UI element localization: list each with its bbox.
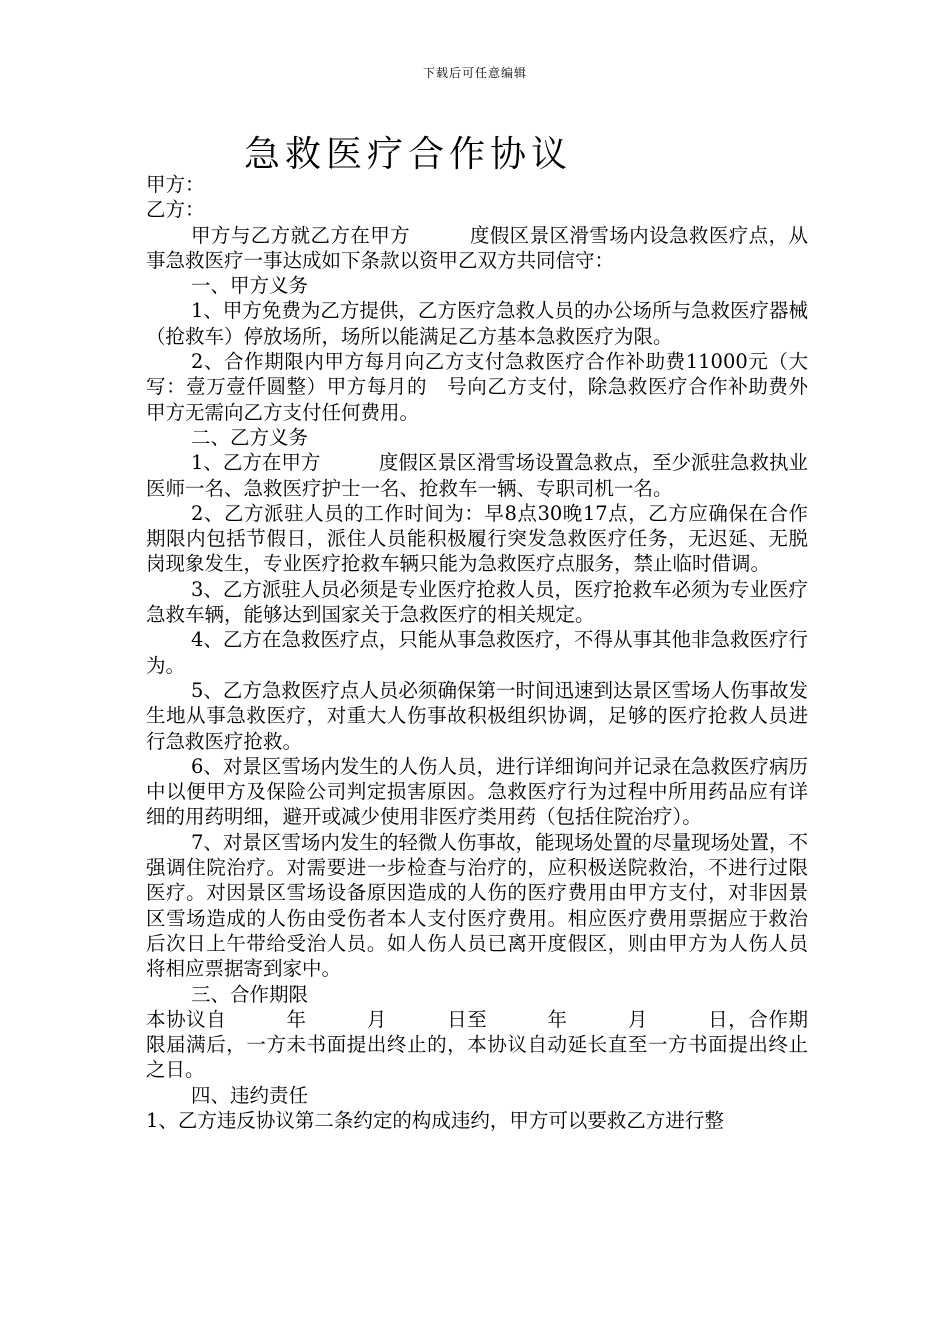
header-note: 下载后可任意编辑 (422, 66, 527, 80)
document-body (146, 172, 808, 1133)
paragraph: 甲方与乙方就乙方在甲方 度假区景区滑雪场内设急救医疗点，从事急救医疗一事达成如下条款以资甲乙双方共同信守： (146, 223, 808, 272)
paragraph: 6、对景区雪场内发生的人伤人员，进行详细询问并记录在急救医疗病历中以便甲方及保险公司判定损害原因。急救医疗行为过程中所用药品应有详细的用药明细，避开或减少使用非医疗类用药（包括住院治疗）。 (146, 754, 808, 829)
paragraph: 二、乙方义务 (191, 425, 309, 449)
paragraph: 1、甲方免费为乙方提供，乙方医疗急救人员的办公场所与急救医疗器械（抢救车）停放场所，场所以能满足乙方基本急救医疗为限。 (146, 299, 808, 348)
document-title: 急救医疗合作协议 (244, 134, 573, 175)
paragraph: 7、对景区雪场内发生的轻微人伤事故，能现场处置的尽量现场处置，不强调住院治疗。对需要进一步检查与治疗的，应积极送院救治，不进行过限医疗。对因景区雪场设备原因造成的人伤的医疗费用由甲方支付，对非因景区雪场造成的人伤由受伤者本人支付医疗费用。相应医疗费用票据应于救治后次日上午带给受治人员。如人伤人员已离开度假区，则由甲方为人伤人员将相应票据寄到家中。 (146, 830, 808, 981)
paragraph: 本协议自 年 月 日至 年 月 日，合作期限届满后，一方未书面提出终止的，本协议自动延长直至一方书面提出终止之日。 (146, 1007, 808, 1082)
paragraph: 四、违约责任 (191, 1083, 309, 1107)
paragraph: 2、乙方派驻人员的工作时间为：早8点30晚17点，乙方应确保在合作期限内包括节假日，派住人员能积极履行突发急救医疗任务，无迟延、无脱岗现象发生，专业医疗抢救车辆只能为急救医疗点服务，禁止临时借调。 (146, 501, 808, 576)
paragraph: 4、乙方在急救医疗点，只能从事急救医疗，不得从事其他非急救医疗行为。 (146, 628, 808, 677)
paragraph: 2、合作期限内甲方每月向乙方支付急救医疗合作补助费11000元（大写：壹万壹仟圆整）甲方每月的 号向乙方支付，除急救医疗合作补助费外甲方无需向乙方支付任何费用。 (146, 350, 808, 424)
paragraph: 乙方： (146, 198, 205, 222)
paragraph: 三、合作期限 (191, 982, 309, 1006)
paragraph: 3、乙方派驻人员必须是专业医疗抢救人员，医疗抢救车必须为专业医疗急救车辆，能够达到国家关于急救医疗的相关规定。 (146, 577, 808, 627)
paragraph: 甲方： (146, 173, 205, 196)
paragraph: 一、甲方义务 (191, 274, 309, 298)
paragraph: 1、乙方违反协议第二条约定的构成违约，甲方可以要救乙方进行整 (146, 1108, 724, 1132)
paragraph: 5、乙方急救医疗点人员必须确保第一时间迅速到达景区雪场人伤事故发生地从事急救医疗，对重大人伤事故积极组织协调，足够的医疗抢救人员进行急救医疗抢救。 (146, 678, 808, 753)
paragraph: 1、乙方在甲方 度假区景区滑雪场设置急救点，至少派驻急救执业医师一名、急救医疗护士一名、抢救车一辆、专职司机一名。 (146, 451, 808, 500)
